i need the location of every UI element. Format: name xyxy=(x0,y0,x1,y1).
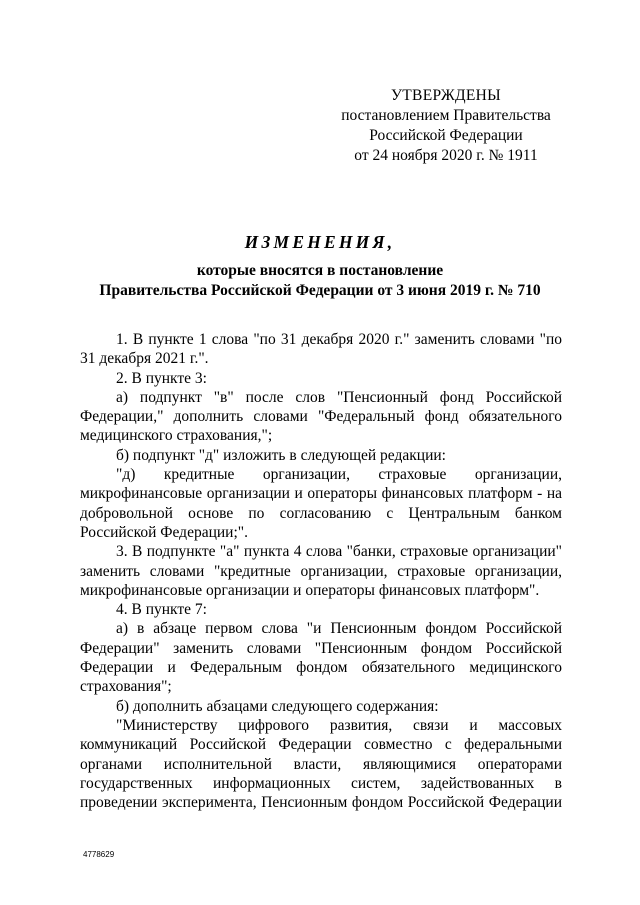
document-code: 4778629 xyxy=(83,850,115,859)
paragraph-item-4b: б) дополнить абзацами следующего содержания: xyxy=(116,697,439,715)
approval-line-3: от 24 ноября 2020 г. № 1911 xyxy=(354,147,538,164)
document-subtitle xyxy=(60,261,580,301)
paragraph-item-2b-text: "д) кредитные организации, страховые организации, микрофинансовые организации и операторы финансовых платформ - на добровольной основе по согласованию с Центральным банком Российской Федерации;". xyxy=(80,466,562,541)
document-body xyxy=(80,330,562,812)
paragraph-item-2a: а) подпункт "в" после слов "Пенсионный фонд Российской Федерации," дополнить словами "Федеральный фонд обязательного медицинского страхования,"; xyxy=(80,388,562,445)
subtitle-line-2: Правительства Российской Федерации от 3 июня 2019 г. № 710 xyxy=(99,282,541,299)
paragraph-item-1: 1. В пункте 1 слова "по 31 декабря 2020 г." заменить словами "по 31 декабря 2021 г.". xyxy=(80,331,562,368)
paragraph-item-4a: а) в абзаце первом слова "и Пенсионным фондом Российской Федерации" заменить словами "Пенсионным фондом Российской Федерации и Федеральным фондом обязательного медицинского страхования"; xyxy=(80,620,562,696)
paragraph-item-4b-text: "Министерству цифрового развития, связи и массовых коммуникаций Российской Федерации совместно с федеральными органами исполнительной власти, являющимися операторами государственных информационных систем, задействованных в проведении эксперимента, Пенсионным фондом Российской Федерации xyxy=(80,716,562,812)
approval-title: УТВЕРЖДЕНЫ xyxy=(391,87,501,104)
document-title: ИЗМЕНЕНИЯ, xyxy=(244,232,396,252)
approval-line-2: Российской Федерации xyxy=(369,127,523,144)
paragraph-item-2b: б) подпункт "д" изложить в следующей редакции: xyxy=(116,446,446,464)
paragraph-item-3: 3. В подпункте "а" пункта 4 слова "банки, страховые организации" заменить словами "кредитные организации, страховые организации, микрофинансовые организации и операторы финансовых платформ". xyxy=(80,543,562,599)
approval-line-1: постановлением Правительства xyxy=(341,107,551,124)
subtitle-line-1: которые вносятся в постановление xyxy=(196,262,444,279)
paragraph-item-2: 2. В пункте 3: xyxy=(116,369,207,387)
paragraph-item-4: 4. В пункте 7: xyxy=(116,601,207,619)
approval-block xyxy=(330,86,562,166)
